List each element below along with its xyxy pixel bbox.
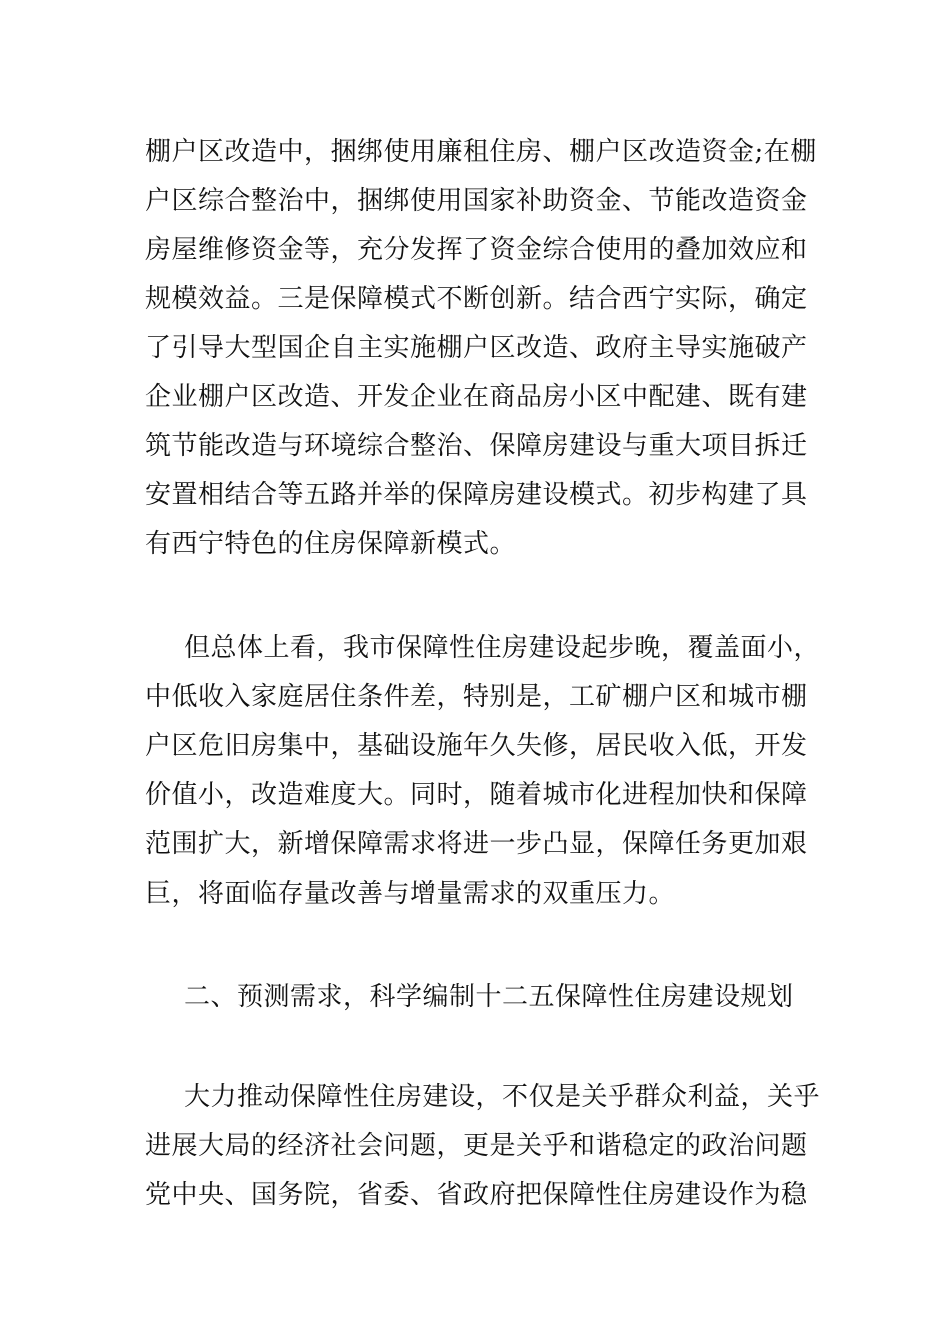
- paragraph-4-line-1: 大力推动保障性住房建设，不仅是关乎群众利益，关乎: [184, 1082, 821, 1112]
- paragraph-2-line-6: 巨，将面临存量改善与增量需求的双重压力。: [145, 879, 676, 909]
- paragraph-4-line-2: 进展大局的经济社会问题，更是关乎和谐稳定的政治问题: [145, 1131, 808, 1161]
- paragraph-1-line-3: 房屋维修资金等，充分发挥了资金综合使用的叠加效应和: [145, 235, 808, 265]
- paragraph-1-line-4: 规模效益。三是保障模式不断创新。结合西宁实际，确定: [145, 284, 808, 314]
- paragraph-4-line-3: 党中央、国务院，省委、省政府把保障性住房建设作为稳: [145, 1180, 808, 1210]
- paragraph-1-line-6: 企业棚户区改造、开发企业在商品房小区中配建、既有建: [145, 382, 808, 412]
- paragraph-2-line-2: 中低收入家庭居住条件差，特别是，工矿棚户区和城市棚: [145, 682, 808, 712]
- paragraph-2-line-1: 但总体上看，我市保障性住房建设起步晚，覆盖面小，: [184, 633, 821, 663]
- paragraph-1-line-8: 安置相结合等五路并举的保障房建设模式。初步构建了具: [145, 480, 808, 510]
- paragraph-1-line-7: 筑节能改造与环境综合整治、保障房建设与重大项目拆迁: [145, 431, 808, 461]
- paragraph-2-line-5: 范围扩大，新增保障需求将进一步凸显，保障任务更加艰: [145, 829, 808, 859]
- paragraph-1-line-1: 棚户区改造中，捆绑使用廉租住房、棚户区改造资金;在棚: [145, 137, 817, 167]
- section-heading: 二、预测需求，科学编制十二五保障性住房建设规划: [184, 982, 794, 1012]
- paragraph-2-line-3: 户区危旧房集中，基础设施年久失修，居民收入低，开发: [145, 731, 808, 761]
- paragraph-1-line-2: 户区综合整治中，捆绑使用国家补助资金、节能改造资金: [145, 186, 808, 216]
- paragraph-2-line-4: 价值小，改造难度大。同时，随着城市化进程加快和保障: [145, 780, 808, 810]
- paragraph-1-line-9: 有西宁特色的住房保障新模式。: [145, 529, 517, 559]
- paragraph-1-line-5: 了引导大型国企自主实施棚户区改造、政府主导实施破产: [145, 333, 808, 363]
